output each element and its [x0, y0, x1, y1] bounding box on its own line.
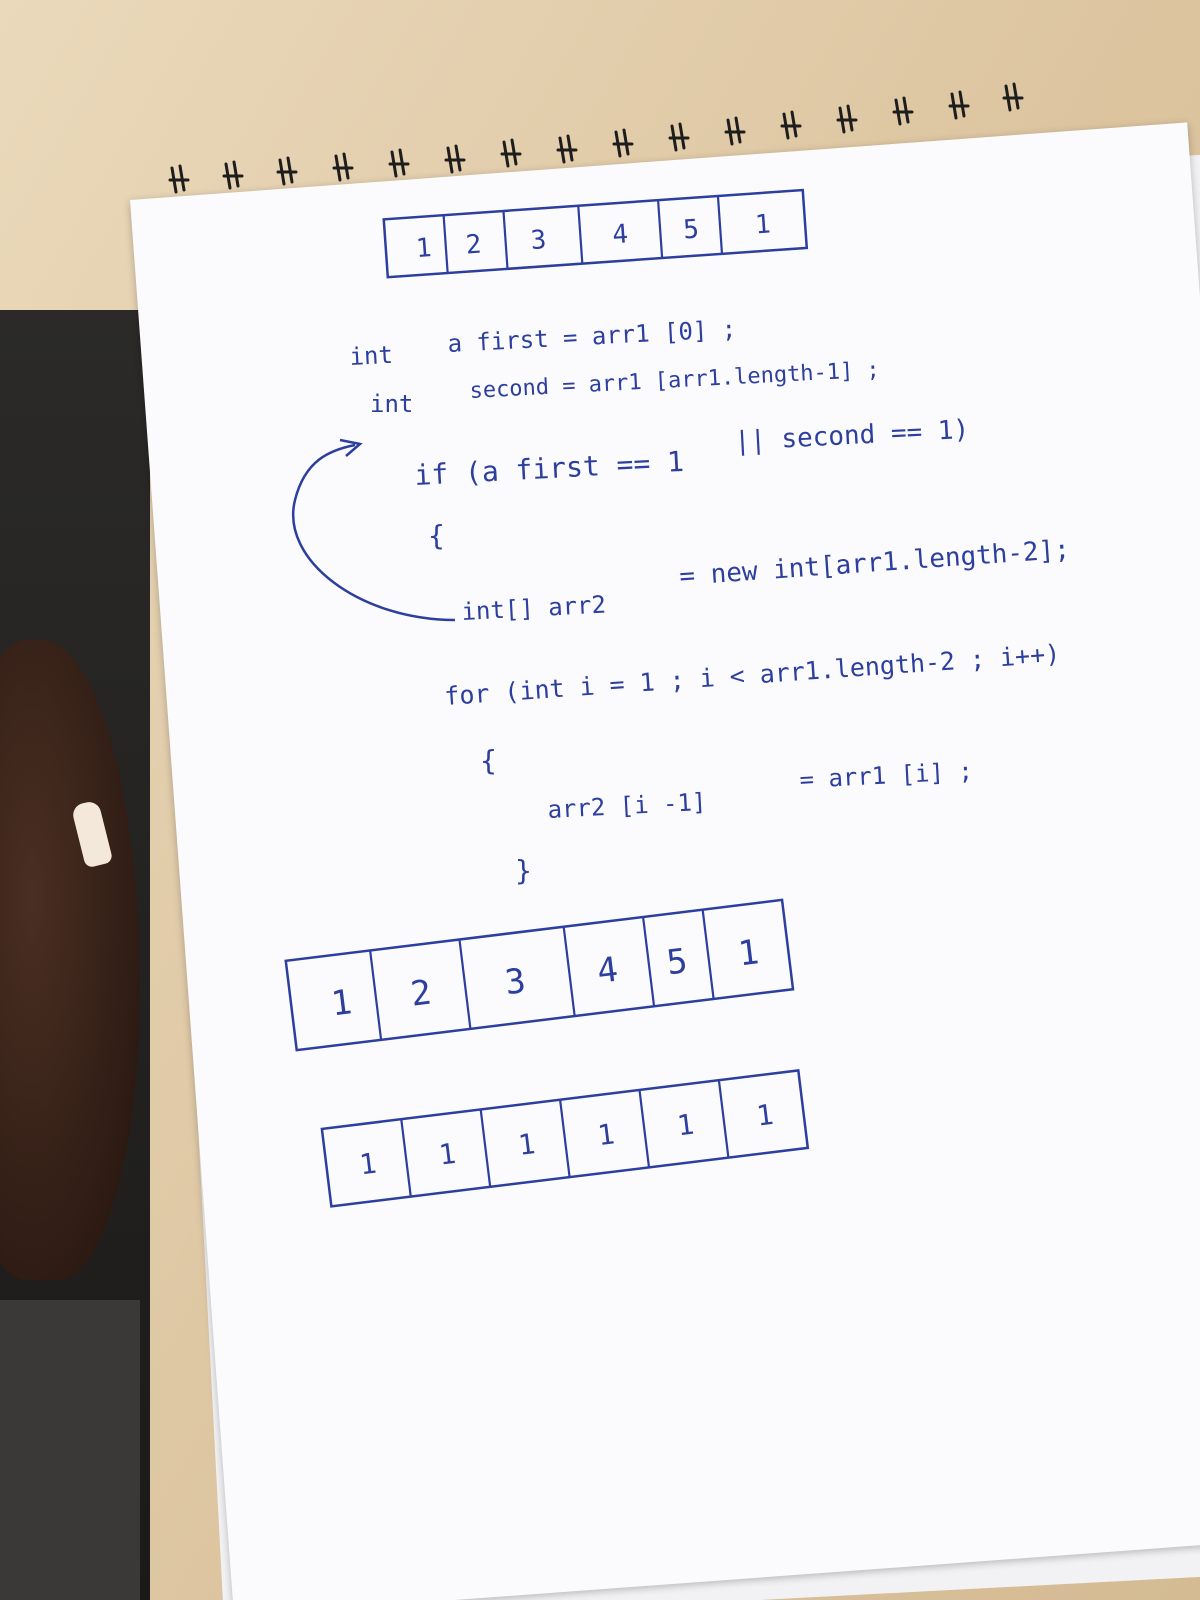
code-line-3: if (a first == 1	[413, 444, 685, 492]
middle-array-cell: 1	[735, 932, 762, 975]
code-line-4: int[] arr2	[460, 590, 607, 626]
top-array-cell: 3	[529, 225, 548, 257]
bottom-array-cell: 1	[754, 1097, 776, 1133]
top-array-cell: 4	[611, 219, 630, 251]
handwritten-code	[349, 315, 1071, 887]
code-line-6: arr2 [i -1]	[546, 787, 708, 824]
top-array-cell: 2	[464, 229, 483, 261]
bottom-array-cell: 1	[675, 1107, 696, 1143]
bottom-array-cell: 1	[516, 1127, 538, 1162]
code-line-2-keyword: int	[370, 390, 414, 418]
code-line-3-or: || second == 1)	[733, 414, 970, 457]
code-brace-close: }	[515, 854, 532, 887]
top-array-cell: 5	[682, 214, 700, 246]
bottom-array-cell: 1	[357, 1146, 379, 1182]
code-line-4b: = new int[arr1.length-2];	[678, 534, 1071, 592]
top-array-cell: 1	[414, 233, 433, 265]
bottom-array-cell: 1	[436, 1136, 458, 1172]
middle-array-cell: 3	[502, 960, 528, 1004]
top-array-cell: 1	[754, 209, 772, 241]
code-line-6b: = arr1 [i] ;	[798, 756, 974, 794]
code-line-2: second = arr1 [arr1.length-1] ;	[469, 357, 881, 404]
middle-array-cell: 4	[595, 949, 621, 992]
code-line-1-keyword: int	[348, 340, 394, 371]
middle-array	[286, 900, 793, 1050]
middle-array-cell: 1	[329, 982, 355, 1025]
code-brace-open-2: {	[480, 744, 497, 777]
middle-array-frame	[286, 900, 793, 1050]
code-brace-open: {	[428, 519, 445, 552]
top-array	[384, 190, 807, 277]
middle-array-cell: 5	[664, 941, 690, 984]
code-line-5: for (int i = 1 ; i < arr1.length-2 ; i++)	[443, 639, 1062, 711]
bottom-array	[322, 1070, 808, 1206]
bottom-array-cell: 1	[595, 1117, 617, 1153]
spiral-binding	[170, 84, 1022, 192]
code-line-1: a first = arr1 [0] ;	[446, 314, 737, 358]
middle-array-cell: 2	[408, 972, 434, 1015]
